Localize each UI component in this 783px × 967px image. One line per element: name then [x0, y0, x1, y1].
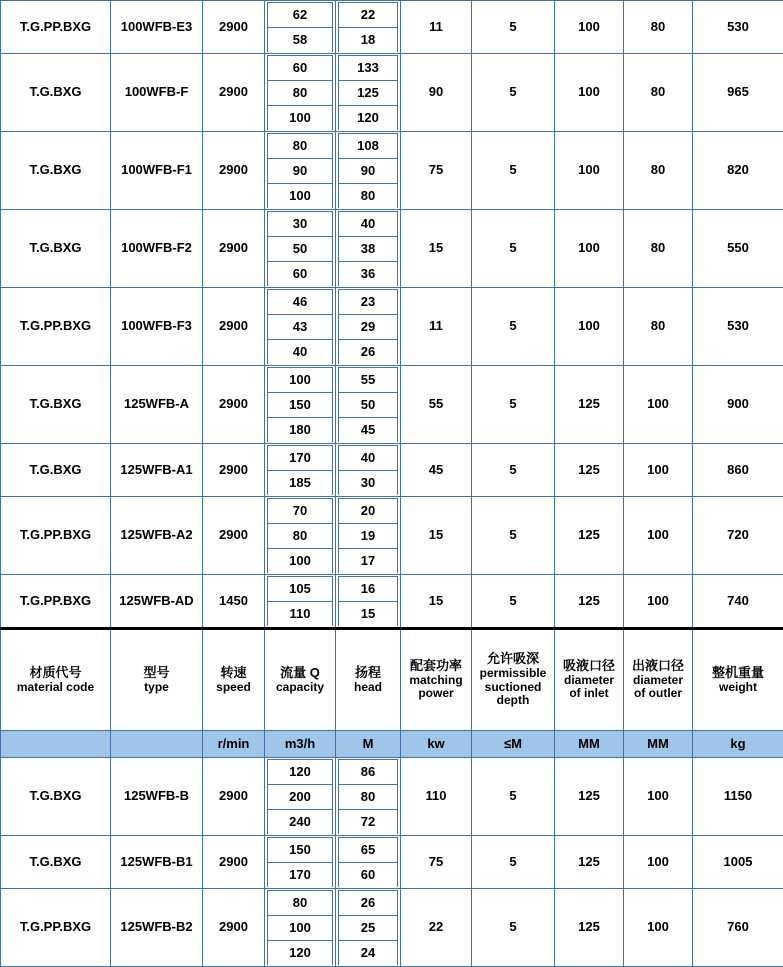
- cell-head-group: [336, 836, 401, 889]
- cell-head: 26: [339, 340, 398, 365]
- cell-power: 75: [401, 836, 472, 889]
- cell-material_code: T.G.BXG: [1, 836, 111, 889]
- cell-suction: 5: [472, 575, 555, 629]
- cell-head: 38: [339, 237, 398, 262]
- cell-head: 86: [339, 760, 398, 785]
- cell-capacity-group: [265, 575, 336, 629]
- cell-suction: 5: [472, 288, 555, 366]
- cell-head: 19: [339, 524, 398, 549]
- cell-capacity: 180: [268, 418, 333, 443]
- cell-outlet: 100: [624, 889, 693, 967]
- cell-capacity: 100: [268, 368, 333, 393]
- cell-capacity: 150: [268, 393, 333, 418]
- cell-head: 22: [339, 3, 398, 28]
- cell-inlet: 125: [555, 758, 624, 836]
- header-label-cn: 配套功率: [403, 659, 469, 674]
- cell-material_code: T.G.PP.BXG: [1, 889, 111, 967]
- table-row: [1, 54, 783, 132]
- cell-head-group: [336, 132, 401, 210]
- unit-type: [111, 731, 203, 758]
- cell-outlet: 80: [624, 210, 693, 288]
- cell-outlet: 80: [624, 288, 693, 366]
- cell-power: 45: [401, 444, 472, 497]
- cell-head: 125: [339, 81, 398, 106]
- cell-weight: 530: [693, 1, 783, 54]
- cell-power: 110: [401, 758, 472, 836]
- cell-head: 40: [339, 212, 398, 237]
- cell-type: 100WFB-F3: [111, 288, 203, 366]
- cell-head: 60: [339, 863, 398, 888]
- cell-material_code: T.G.PP.BXG: [1, 497, 111, 575]
- header-label-en: diameter of inlet: [557, 674, 621, 702]
- cell-capacity: 105: [268, 577, 333, 602]
- cell-power: 15: [401, 497, 472, 575]
- cell-capacity: 170: [268, 446, 333, 471]
- cell-material_code: T.G.BXG: [1, 54, 111, 132]
- cell-power: 22: [401, 889, 472, 967]
- header-capacity: [265, 629, 336, 731]
- cell-capacity: 170: [268, 863, 333, 888]
- header-label-cn: 型号: [113, 666, 200, 681]
- cell-head: 17: [339, 549, 398, 574]
- cell-outlet: 80: [624, 54, 693, 132]
- cell-speed: 2900: [203, 889, 265, 967]
- cell-power: 15: [401, 210, 472, 288]
- cell-speed: 2900: [203, 132, 265, 210]
- cell-head: 26: [339, 891, 398, 916]
- cell-weight: 760: [693, 889, 783, 967]
- cell-capacity: 110: [268, 602, 333, 627]
- cell-material_code: T.G.PP.BXG: [1, 575, 111, 629]
- cell-capacity-group: [265, 366, 336, 444]
- cell-capacity: 62: [268, 3, 333, 28]
- table-row: [1, 836, 783, 889]
- header-weight: [693, 629, 783, 731]
- cell-head-group: [336, 497, 401, 575]
- cell-outlet: 100: [624, 366, 693, 444]
- cell-inlet: 125: [555, 889, 624, 967]
- header-label-cn: 材质代号: [3, 666, 108, 681]
- cell-material_code: T.G.BXG: [1, 210, 111, 288]
- cell-head: 120: [339, 106, 398, 131]
- header-label-en: weight: [695, 681, 781, 695]
- table-row: [1, 132, 783, 210]
- unit-power: kw: [401, 731, 472, 758]
- table-row: [1, 497, 783, 575]
- header-speed: [203, 629, 265, 731]
- cell-head: 80: [339, 785, 398, 810]
- cell-head: 108: [339, 134, 398, 159]
- cell-inlet: 100: [555, 288, 624, 366]
- header-label-cn: 整机重量: [695, 666, 781, 681]
- cell-capacity-group: [265, 132, 336, 210]
- cell-suction: 5: [472, 836, 555, 889]
- cell-speed: 2900: [203, 836, 265, 889]
- header-label-cn: 吸液口径: [557, 659, 621, 674]
- cell-capacity-group: [265, 497, 336, 575]
- cell-suction: 5: [472, 497, 555, 575]
- cell-capacity: 50: [268, 237, 333, 262]
- cell-capacity: 185: [268, 471, 333, 496]
- header-type: [111, 629, 203, 731]
- unit-header-row: [1, 731, 783, 758]
- cell-head: 90: [339, 159, 398, 184]
- cell-capacity: 60: [268, 56, 333, 81]
- cell-capacity: 30: [268, 212, 333, 237]
- cell-type: 125WFB-B: [111, 758, 203, 836]
- cell-outlet: 100: [624, 758, 693, 836]
- cell-head-group: [336, 575, 401, 629]
- cell-head: 20: [339, 499, 398, 524]
- unit-suction: ≤M: [472, 731, 555, 758]
- cell-type: 125WFB-B1: [111, 836, 203, 889]
- cell-head: 40: [339, 446, 398, 471]
- cell-head-group: [336, 1, 401, 54]
- cell-capacity: 80: [268, 134, 333, 159]
- cell-capacity: 120: [268, 941, 333, 966]
- header-label-cn: 出液口径: [626, 659, 690, 674]
- cell-head: 18: [339, 28, 398, 53]
- cell-head: 30: [339, 471, 398, 496]
- cell-outlet: 80: [624, 1, 693, 54]
- header-label-en: type: [113, 681, 200, 695]
- header-label-cn: 转速: [205, 666, 262, 681]
- cell-capacity-group: [265, 1, 336, 54]
- table-row: [1, 444, 783, 497]
- cell-capacity: 200: [268, 785, 333, 810]
- table-row: [1, 889, 783, 967]
- unit-speed: r/min: [203, 731, 265, 758]
- cell-speed: 2900: [203, 1, 265, 54]
- cell-capacity-group: [265, 54, 336, 132]
- cell-inlet: 125: [555, 836, 624, 889]
- cell-head: 25: [339, 916, 398, 941]
- cell-power: 15: [401, 575, 472, 629]
- cell-capacity: 90: [268, 159, 333, 184]
- column-header-row: [1, 629, 783, 731]
- cell-head: 36: [339, 262, 398, 287]
- cell-type: 125WFB-B2: [111, 889, 203, 967]
- cell-capacity: 80: [268, 81, 333, 106]
- cell-head-group: [336, 54, 401, 132]
- cell-outlet: 100: [624, 575, 693, 629]
- cell-inlet: 125: [555, 366, 624, 444]
- cell-speed: 1450: [203, 575, 265, 629]
- table-row: [1, 758, 783, 836]
- header-label-en: capacity: [267, 681, 333, 695]
- cell-material_code: T.G.PP.BXG: [1, 288, 111, 366]
- cell-weight: 720: [693, 497, 783, 575]
- table-row: [1, 288, 783, 366]
- cell-head: 133: [339, 56, 398, 81]
- unit-outlet: MM: [624, 731, 693, 758]
- cell-capacity: 100: [268, 106, 333, 131]
- cell-outlet: 100: [624, 444, 693, 497]
- cell-weight: 1005: [693, 836, 783, 889]
- cell-weight: 740: [693, 575, 783, 629]
- cell-capacity: 80: [268, 524, 333, 549]
- cell-weight: 1150: [693, 758, 783, 836]
- header-label-en: speed: [205, 681, 262, 695]
- cell-head-group: [336, 366, 401, 444]
- cell-head: 72: [339, 810, 398, 835]
- cell-capacity-group: [265, 836, 336, 889]
- cell-capacity-group: [265, 444, 336, 497]
- cell-speed: 2900: [203, 54, 265, 132]
- header-inlet: [555, 629, 624, 731]
- cell-head: 80: [339, 184, 398, 209]
- cell-type: 125WFB-A1: [111, 444, 203, 497]
- cell-inlet: 100: [555, 54, 624, 132]
- cell-type: 100WFB-F: [111, 54, 203, 132]
- header-outlet: [624, 629, 693, 731]
- cell-speed: 2900: [203, 366, 265, 444]
- cell-capacity-group: [265, 210, 336, 288]
- cell-head-group: [336, 758, 401, 836]
- header-label-en: permissible suctioned depth: [474, 667, 552, 708]
- cell-head-group: [336, 210, 401, 288]
- cell-capacity: 150: [268, 838, 333, 863]
- cell-head: 45: [339, 418, 398, 443]
- cell-speed: 2900: [203, 210, 265, 288]
- cell-head: 16: [339, 577, 398, 602]
- cell-weight: 965: [693, 54, 783, 132]
- cell-capacity: 100: [268, 184, 333, 209]
- table-row: [1, 575, 783, 629]
- header-label-cn: 允许吸深: [474, 652, 552, 667]
- cell-weight: 900: [693, 366, 783, 444]
- table-body-bottom: [1, 758, 783, 967]
- cell-suction: 5: [472, 1, 555, 54]
- cell-capacity: 46: [268, 290, 333, 315]
- cell-speed: 2900: [203, 444, 265, 497]
- cell-capacity: 40: [268, 340, 333, 365]
- cell-head: 23: [339, 290, 398, 315]
- cell-capacity: 120: [268, 760, 333, 785]
- cell-inlet: 100: [555, 210, 624, 288]
- cell-outlet: 100: [624, 497, 693, 575]
- cell-type: 125WFB-AD: [111, 575, 203, 629]
- cell-head: 24: [339, 941, 398, 966]
- cell-inlet: 125: [555, 444, 624, 497]
- cell-inlet: 125: [555, 575, 624, 629]
- unit-capacity: m3/h: [265, 731, 336, 758]
- cell-capacity: 43: [268, 315, 333, 340]
- header-label-en: material code: [3, 681, 108, 695]
- cell-suction: 5: [472, 366, 555, 444]
- cell-suction: 5: [472, 889, 555, 967]
- cell-head: 55: [339, 368, 398, 393]
- header-label-en: matching power: [403, 674, 469, 702]
- cell-head: 29: [339, 315, 398, 340]
- header-label-cn: 流量 Q: [267, 666, 333, 681]
- cell-capacity: 58: [268, 28, 333, 53]
- table-header-band: [1, 629, 783, 758]
- cell-capacity: 70: [268, 499, 333, 524]
- unit-material_code: [1, 731, 111, 758]
- cell-suction: 5: [472, 54, 555, 132]
- cell-suction: 5: [472, 132, 555, 210]
- cell-head-group: [336, 444, 401, 497]
- cell-head-group: [336, 288, 401, 366]
- cell-power: 11: [401, 288, 472, 366]
- cell-type: 125WFB-A: [111, 366, 203, 444]
- header-label-en: head: [338, 681, 398, 695]
- table-body-top: [1, 1, 783, 629]
- cell-head: 65: [339, 838, 398, 863]
- cell-outlet: 80: [624, 132, 693, 210]
- header-power: [401, 629, 472, 731]
- cell-suction: 5: [472, 758, 555, 836]
- cell-capacity: 240: [268, 810, 333, 835]
- cell-material_code: T.G.BXG: [1, 444, 111, 497]
- table-row: [1, 366, 783, 444]
- cell-capacity: 60: [268, 262, 333, 287]
- cell-head: 50: [339, 393, 398, 418]
- cell-power: 11: [401, 1, 472, 54]
- cell-capacity-group: [265, 758, 336, 836]
- cell-material_code: T.G.BXG: [1, 758, 111, 836]
- cell-weight: 820: [693, 132, 783, 210]
- unit-inlet: MM: [555, 731, 624, 758]
- unit-weight: kg: [693, 731, 783, 758]
- cell-speed: 2900: [203, 497, 265, 575]
- cell-weight: 530: [693, 288, 783, 366]
- cell-type: 100WFB-F2: [111, 210, 203, 288]
- cell-speed: 2900: [203, 758, 265, 836]
- header-label-en: diameter of outler: [626, 674, 690, 702]
- cell-head-group: [336, 889, 401, 967]
- cell-head: 15: [339, 602, 398, 627]
- cell-material_code: T.G.PP.BXG: [1, 1, 111, 54]
- cell-inlet: 125: [555, 497, 624, 575]
- table-row: [1, 1, 783, 54]
- cell-power: 75: [401, 132, 472, 210]
- table-row: [1, 210, 783, 288]
- cell-type: 100WFB-F1: [111, 132, 203, 210]
- header-label-cn: 扬程: [338, 666, 398, 681]
- cell-power: 55: [401, 366, 472, 444]
- cell-capacity: 100: [268, 549, 333, 574]
- cell-inlet: 100: [555, 132, 624, 210]
- cell-type: 125WFB-A2: [111, 497, 203, 575]
- cell-weight: 550: [693, 210, 783, 288]
- cell-capacity: 100: [268, 916, 333, 941]
- cell-speed: 2900: [203, 288, 265, 366]
- cell-outlet: 100: [624, 836, 693, 889]
- cell-capacity: 80: [268, 891, 333, 916]
- header-material_code: [1, 629, 111, 731]
- cell-material_code: T.G.BXG: [1, 366, 111, 444]
- cell-inlet: 100: [555, 1, 624, 54]
- header-suction: [472, 629, 555, 731]
- cell-type: 100WFB-E3: [111, 1, 203, 54]
- cell-material_code: T.G.BXG: [1, 132, 111, 210]
- header-head: [336, 629, 401, 731]
- unit-head: M: [336, 731, 401, 758]
- cell-suction: 5: [472, 210, 555, 288]
- cell-capacity-group: [265, 288, 336, 366]
- cell-power: 90: [401, 54, 472, 132]
- cell-capacity-group: [265, 889, 336, 967]
- cell-suction: 5: [472, 444, 555, 497]
- cell-weight: 860: [693, 444, 783, 497]
